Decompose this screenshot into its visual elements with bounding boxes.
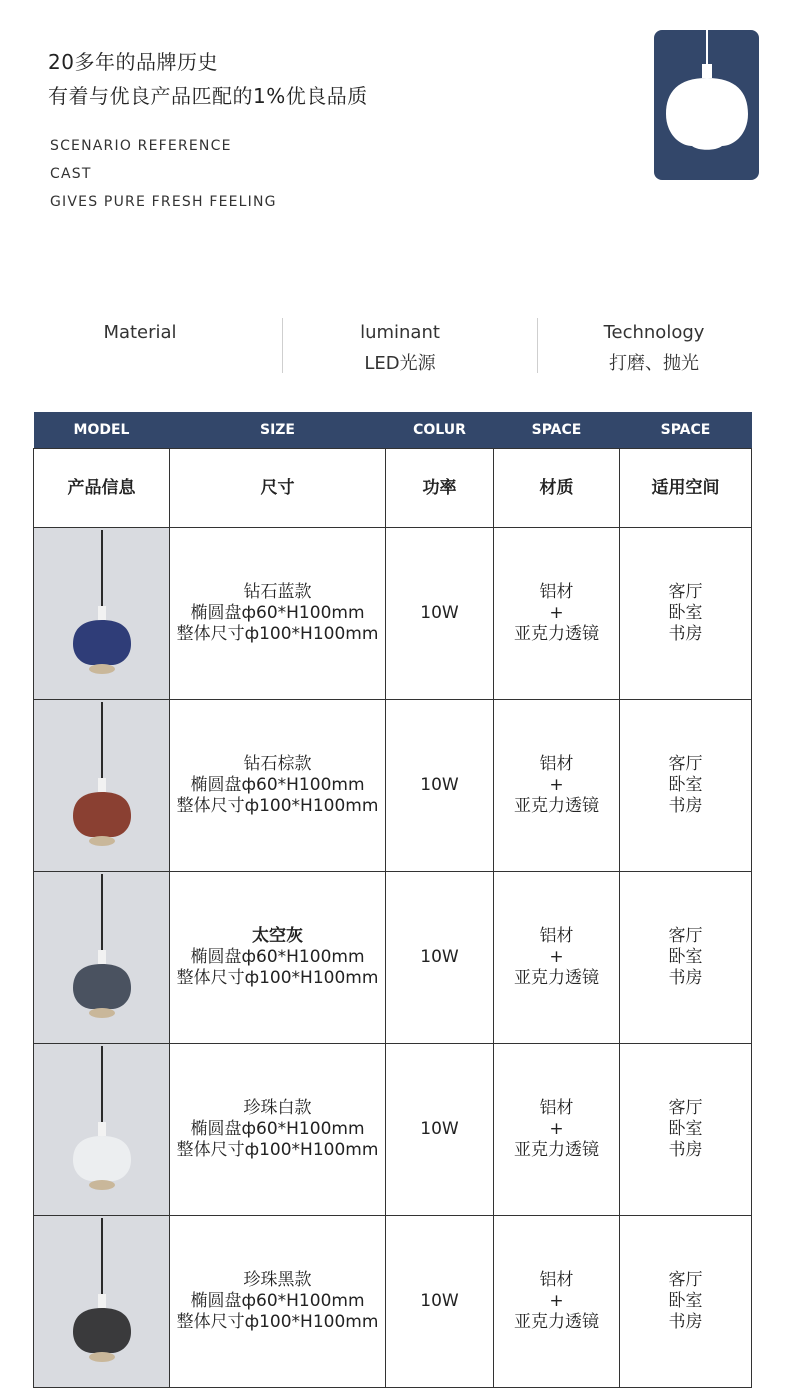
material-line: + [549, 603, 564, 623]
model-name: 太空灰 [252, 926, 303, 946]
overall-size: 整体尺寸ф100*H100mm [176, 796, 379, 816]
subheader-space: 适用空间 [620, 449, 752, 528]
overall-size: 整体尺寸ф100*H100mm [176, 1312, 379, 1332]
spec-table [33, 412, 752, 1388]
pendant-lamp-image [67, 874, 137, 1042]
material-cell [494, 1216, 620, 1388]
table-header-row [34, 412, 752, 449]
plate-size: 椭圆盘ф60*H100mm [190, 1291, 365, 1311]
material-cell [494, 872, 620, 1044]
quality-subtitle: 有着与优良产品匹配的1%优良品质 [48, 84, 368, 108]
material-line: 亚克力透镜 [514, 624, 599, 644]
product-image-cell [34, 700, 170, 872]
size-cell [170, 872, 386, 1044]
plate-size: 椭圆盘ф60*H100mm [190, 947, 365, 967]
feature-material [60, 322, 220, 343]
feature-technology [574, 322, 734, 375]
model-name: 钻石棕款 [243, 754, 312, 774]
product-image-cell [34, 872, 170, 1044]
space-line: 卧室 [668, 1119, 703, 1139]
model-name: 钻石蓝款 [243, 582, 312, 602]
header-size: SIZE [170, 412, 386, 449]
header-material: SPACE [494, 412, 620, 449]
material-cell [494, 700, 620, 872]
space-line: 卧室 [668, 775, 703, 795]
space-cell [620, 700, 752, 872]
space-line: 卧室 [668, 1291, 703, 1311]
plate-size: 椭圆盘ф60*H100mm [190, 775, 365, 795]
overall-size: 整体尺寸ф100*H100mm [176, 624, 379, 644]
overall-size: 整体尺寸ф100*H100mm [176, 1140, 379, 1160]
subheader-size: 尺寸 [170, 449, 386, 528]
material-line: 铝材 [539, 754, 574, 774]
space-line: 客厅 [668, 754, 703, 774]
table-row [34, 872, 752, 1044]
header-space: SPACE [620, 412, 752, 449]
brand-history-title: 20多年的品牌历史 [48, 50, 218, 74]
space-line: 客厅 [668, 926, 703, 946]
size-cell [170, 700, 386, 872]
size-cell [170, 1216, 386, 1388]
feature-luminant-title: luminant [360, 322, 440, 343]
pendant-lamp-image [67, 1046, 137, 1214]
feature-technology-value: 打磨、抛光 [609, 353, 699, 374]
model-name: 珍珠黑款 [243, 1270, 312, 1290]
feature-material-title: Material [103, 322, 177, 343]
feature-luminant-value: LED光源 [364, 353, 436, 374]
material-line: 亚克力透镜 [514, 1140, 599, 1160]
space-line: 卧室 [668, 603, 703, 623]
power-cell: 10W [386, 1216, 494, 1388]
space-line: 书房 [668, 1140, 703, 1160]
subheader-product-info: 产品信息 [34, 449, 170, 528]
english-line-3: GIVES PURE FRESH FEELING [50, 194, 277, 210]
plate-size: 椭圆盘ф60*H100mm [190, 603, 365, 623]
space-cell [620, 1044, 752, 1216]
power-cell: 10W [386, 700, 494, 872]
overall-size: 整体尺寸ф100*H100mm [176, 968, 379, 988]
material-line: + [549, 1119, 564, 1139]
lamp-logo-icon [654, 30, 759, 180]
header-power: COLUR [386, 412, 494, 449]
feature-divider [537, 318, 538, 373]
product-image-cell [34, 1216, 170, 1388]
feature-divider [282, 318, 283, 373]
material-line: 铝材 [539, 1270, 574, 1290]
pendant-lamp-image [67, 702, 137, 870]
space-line: 书房 [668, 796, 703, 816]
space-line: 客厅 [668, 1270, 703, 1290]
size-cell [170, 528, 386, 700]
size-cell [170, 1044, 386, 1216]
subheader-material: 材质 [494, 449, 620, 528]
table-row [34, 528, 752, 700]
subheader-power: 功率 [386, 449, 494, 528]
space-cell [620, 872, 752, 1044]
english-line-1: SCENARIO REFERENCE [50, 138, 232, 154]
model-name: 珍珠白款 [243, 1098, 312, 1118]
header-model: MODEL [34, 412, 170, 449]
pendant-lamp-logo [654, 30, 759, 180]
space-line: 书房 [668, 968, 703, 988]
power-cell: 10W [386, 1044, 494, 1216]
space-cell [620, 528, 752, 700]
material-cell [494, 528, 620, 700]
plate-size: 椭圆盘ф60*H100mm [190, 1119, 365, 1139]
material-line: + [549, 1291, 564, 1311]
space-cell [620, 1216, 752, 1388]
material-line: + [549, 775, 564, 795]
product-image-cell [34, 1044, 170, 1216]
product-image-cell [34, 528, 170, 700]
material-line: 铝材 [539, 926, 574, 946]
space-line: 客厅 [668, 1098, 703, 1118]
space-line: 书房 [668, 624, 703, 644]
space-line: 书房 [668, 1312, 703, 1332]
material-line: 铝材 [539, 1098, 574, 1118]
power-cell: 10W [386, 872, 494, 1044]
material-line: 亚克力透镜 [514, 796, 599, 816]
material-line: 亚克力透镜 [514, 1312, 599, 1332]
table-row [34, 700, 752, 872]
space-line: 卧室 [668, 947, 703, 967]
material-line: 铝材 [539, 582, 574, 602]
material-cell [494, 1044, 620, 1216]
feature-luminant [320, 322, 480, 375]
english-line-2: CAST [50, 166, 92, 182]
pendant-lamp-image [67, 1218, 137, 1386]
material-line: 亚克力透镜 [514, 968, 599, 988]
feature-technology-title: Technology [603, 322, 705, 343]
space-line: 客厅 [668, 582, 703, 602]
material-line: + [549, 947, 564, 967]
pendant-lamp-image [67, 530, 137, 698]
table-subheader-row [34, 449, 752, 528]
power-cell: 10W [386, 528, 494, 700]
table-row [34, 1216, 752, 1388]
table-row [34, 1044, 752, 1216]
